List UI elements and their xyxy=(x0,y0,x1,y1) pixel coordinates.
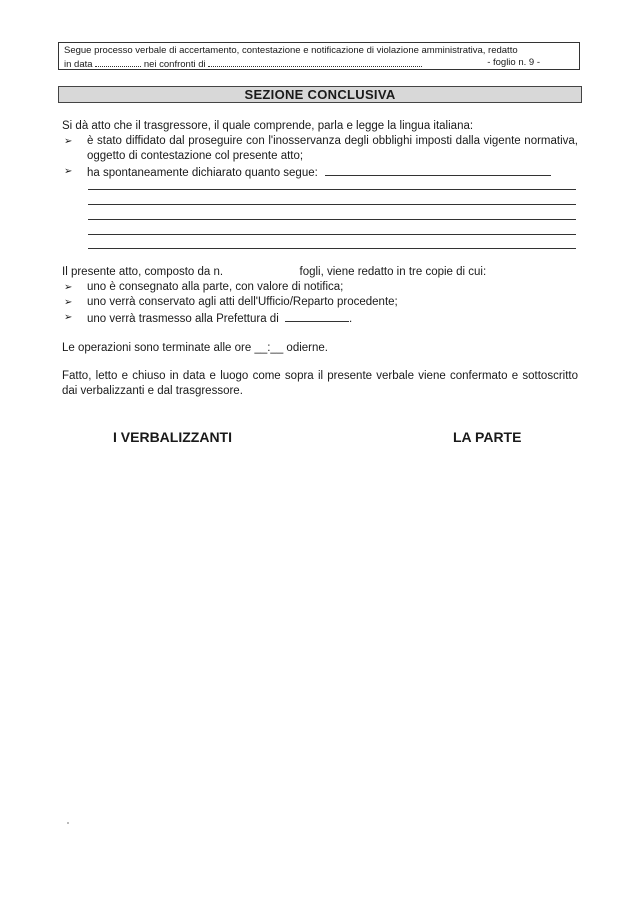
copies-bullet-text: uno verrà conservato agli atti dell'Ufficio/Reparto procedente; xyxy=(87,296,398,308)
intro-block xyxy=(62,119,578,181)
section-title: SEZIONE CONCLUSIVA xyxy=(244,87,396,102)
arrow-bullet-icon: ➢ xyxy=(64,166,73,177)
intro-text: Si dà atto che il trasgressore, il quale comprende, parla e legge la lingua italiana: xyxy=(62,120,474,132)
header-line-2 xyxy=(64,57,574,69)
signature-officers-label: I VERBALIZZANTI xyxy=(113,429,232,445)
prefecture-field[interactable] xyxy=(285,310,349,322)
header-date-field[interactable] xyxy=(95,57,141,67)
arrow-bullet-icon: ➢ xyxy=(64,297,73,308)
copies-text xyxy=(62,265,578,280)
confirmation-paragraph xyxy=(62,369,578,399)
declaration-line[interactable] xyxy=(88,189,576,190)
declaration-line[interactable] xyxy=(88,248,576,249)
operations-text-before: Le operazioni sono terminate alle ore xyxy=(62,342,252,354)
operations-line xyxy=(62,341,578,356)
declaration-line[interactable] xyxy=(88,204,576,205)
arrow-bullet-icon: ➢ xyxy=(64,282,73,293)
operations-text-after: odierne. xyxy=(286,342,328,354)
scan-speck xyxy=(67,822,69,824)
declaration-line[interactable] xyxy=(88,234,576,235)
copies-bullet-text: uno verrà trasmesso alla Prefettura di xyxy=(87,313,279,325)
header-sheet-number: - foglio n. 9 - xyxy=(487,57,540,68)
operations-time-field[interactable]: __:__ xyxy=(254,342,284,354)
signature-party-label: LA PARTE xyxy=(453,429,522,445)
copies-bullet-text: uno è consegnato alla parte, con valore di notifica; xyxy=(87,281,344,293)
declaration-first-line[interactable] xyxy=(325,164,551,176)
copies-text-after: fogli, viene redatto in tre copie di cui: xyxy=(299,266,487,278)
header-against-label: nei confronti di xyxy=(143,59,206,70)
copies-last-suffix: . xyxy=(348,313,353,325)
intro-bullet-warning-text: è stato diffidato dal proseguire con l'inosservanza degli obblighi imposti dalla vigente normativa, oggetto di contestazione col presente atto; xyxy=(87,135,578,162)
declaration-line[interactable] xyxy=(88,219,576,220)
copies-block xyxy=(62,265,578,327)
header-line-1: Segue processo verbale di accertamento, contestazione e notificazione di violazione amministrativa, redatto xyxy=(64,45,518,56)
header-date-label: in data xyxy=(64,59,93,70)
copies-bullet xyxy=(62,280,578,295)
intro-bullet-declaration-text: ha spontaneamente dichiarato quanto segue: xyxy=(87,167,318,179)
confirmation-text: Fatto, letto e chiuso in data e luogo come sopra il presente verbale viene confermato e sottoscritto dai verbalizzanti e dal trasgressore. xyxy=(62,370,578,397)
intro-bullet-warning xyxy=(62,134,578,164)
header-against-field[interactable] xyxy=(208,57,422,67)
copies-bullet xyxy=(62,310,578,327)
intro-bullet-declaration xyxy=(62,164,578,181)
section-title-bar xyxy=(58,86,582,103)
arrow-bullet-icon: ➢ xyxy=(64,136,73,147)
copies-text-before: Il presente atto, composto da n. xyxy=(62,266,224,278)
copies-bullet xyxy=(62,295,578,310)
header-box xyxy=(58,42,580,70)
arrow-bullet-icon: ➢ xyxy=(64,312,73,323)
